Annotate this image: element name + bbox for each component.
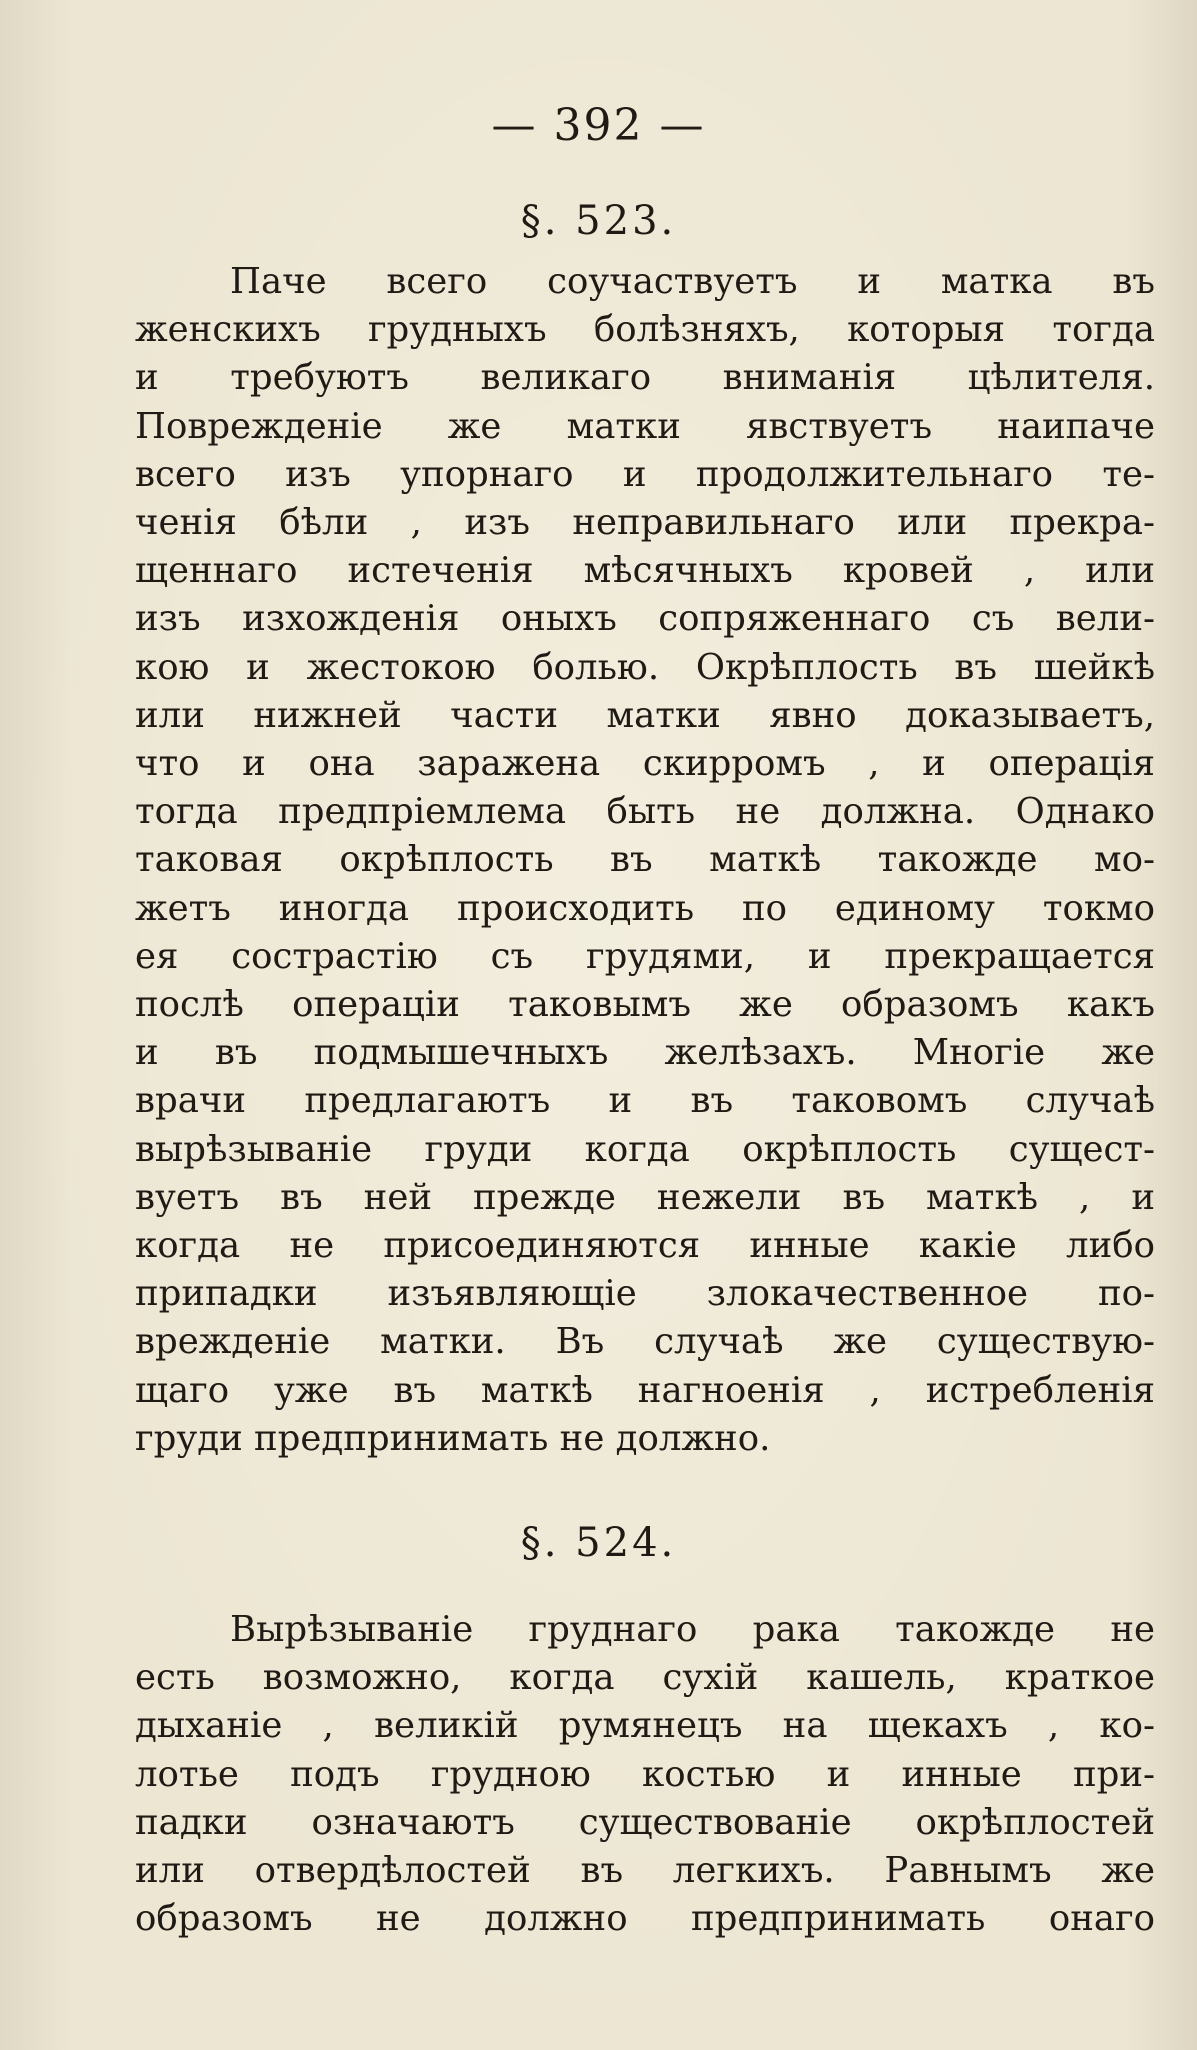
text-line: Вырѣзываніе груднаго рака такожде не xyxy=(230,1609,1155,1650)
text-line: всего изъ упорнаго и продолжительнаго те- xyxy=(135,453,1155,495)
paragraph-523 xyxy=(135,258,1155,1463)
text-line: щаго уже въ маткѣ нагноенія , истребленія xyxy=(135,1369,1155,1411)
text-line: изъ изхожденія оныхъ сопряженнаго съ вели- xyxy=(135,598,1155,640)
text-line: когда не присоединяются инные какіе либо xyxy=(135,1225,1155,1267)
text-line: тогда предпріемлема быть не должна. Однако xyxy=(135,791,1155,833)
page-number: — 392 — xyxy=(491,100,706,151)
text-line: таковая окрѣплость въ маткѣ такожде мо- xyxy=(135,839,1155,881)
text-line: Поврежденіе же матки явствуетъ наипаче xyxy=(135,405,1155,447)
section-heading-524: §. 524. xyxy=(520,1520,677,1566)
text-line: жетъ иногда происходить по единому токмо xyxy=(135,887,1155,929)
text-line: кою и жестокою болью. Окрѣплость въ шейкѣ xyxy=(135,646,1155,688)
text-line: образомъ не должно предпринимать онаго xyxy=(135,1898,1155,1940)
text-line: дыханіе , великій румянецъ на щекахъ , ко- xyxy=(135,1705,1155,1747)
text-line: послѣ операціи таковымъ же образомъ какъ xyxy=(135,984,1155,1026)
text-line: ченія бѣли , изъ неправильнаго или прекра- xyxy=(135,502,1155,544)
text-line: врежденіе матки. Въ случаѣ же существую- xyxy=(135,1321,1155,1363)
text-line: ея сострастію съ грудями, и прекращается xyxy=(135,935,1155,977)
paragraph-524 xyxy=(135,1606,1155,1943)
text-line: вырѣзываніе груди когда окрѣплость сущест- xyxy=(135,1128,1155,1170)
text-line: падки означаютъ существованіе окрѣплостей xyxy=(135,1801,1155,1843)
text-line: или нижней части матки явно доказываетъ, xyxy=(135,694,1155,736)
text-line: и въ подмышечныхъ желѣзахъ. Многіе же xyxy=(135,1032,1155,1074)
text-line: врачи предлагаютъ и въ таковомъ случаѣ xyxy=(135,1080,1155,1122)
text-line: и требуютъ великаго вниманія цѣлителя. xyxy=(135,357,1155,399)
text-line: лотье подъ грудною костью и инные при- xyxy=(135,1753,1155,1795)
section-heading-523: §. 523. xyxy=(520,198,677,244)
text-line: щеннаго истеченія мѣсячныхъ кровей , или xyxy=(135,550,1155,592)
text-line: груди предпринимать не должно. xyxy=(135,1417,771,1459)
text-line: что и она заражена скирромъ , и операція xyxy=(135,743,1155,785)
text-line: вуетъ въ ней прежде нежели въ маткѣ , и xyxy=(135,1176,1155,1218)
text-line: припадки изъявляющіе злокачественное по- xyxy=(135,1273,1155,1315)
text-line: Паче всего соучаствуетъ и матка въ xyxy=(230,261,1155,302)
text-line: есть возможно, когда сухій кашель, краткое xyxy=(135,1657,1155,1699)
text-line: женскихъ грудныхъ болѣзняхъ, которыя тогда xyxy=(135,309,1155,351)
text-line: или отвердѣлостей въ легкихъ. Равнымъ же xyxy=(135,1850,1155,1892)
